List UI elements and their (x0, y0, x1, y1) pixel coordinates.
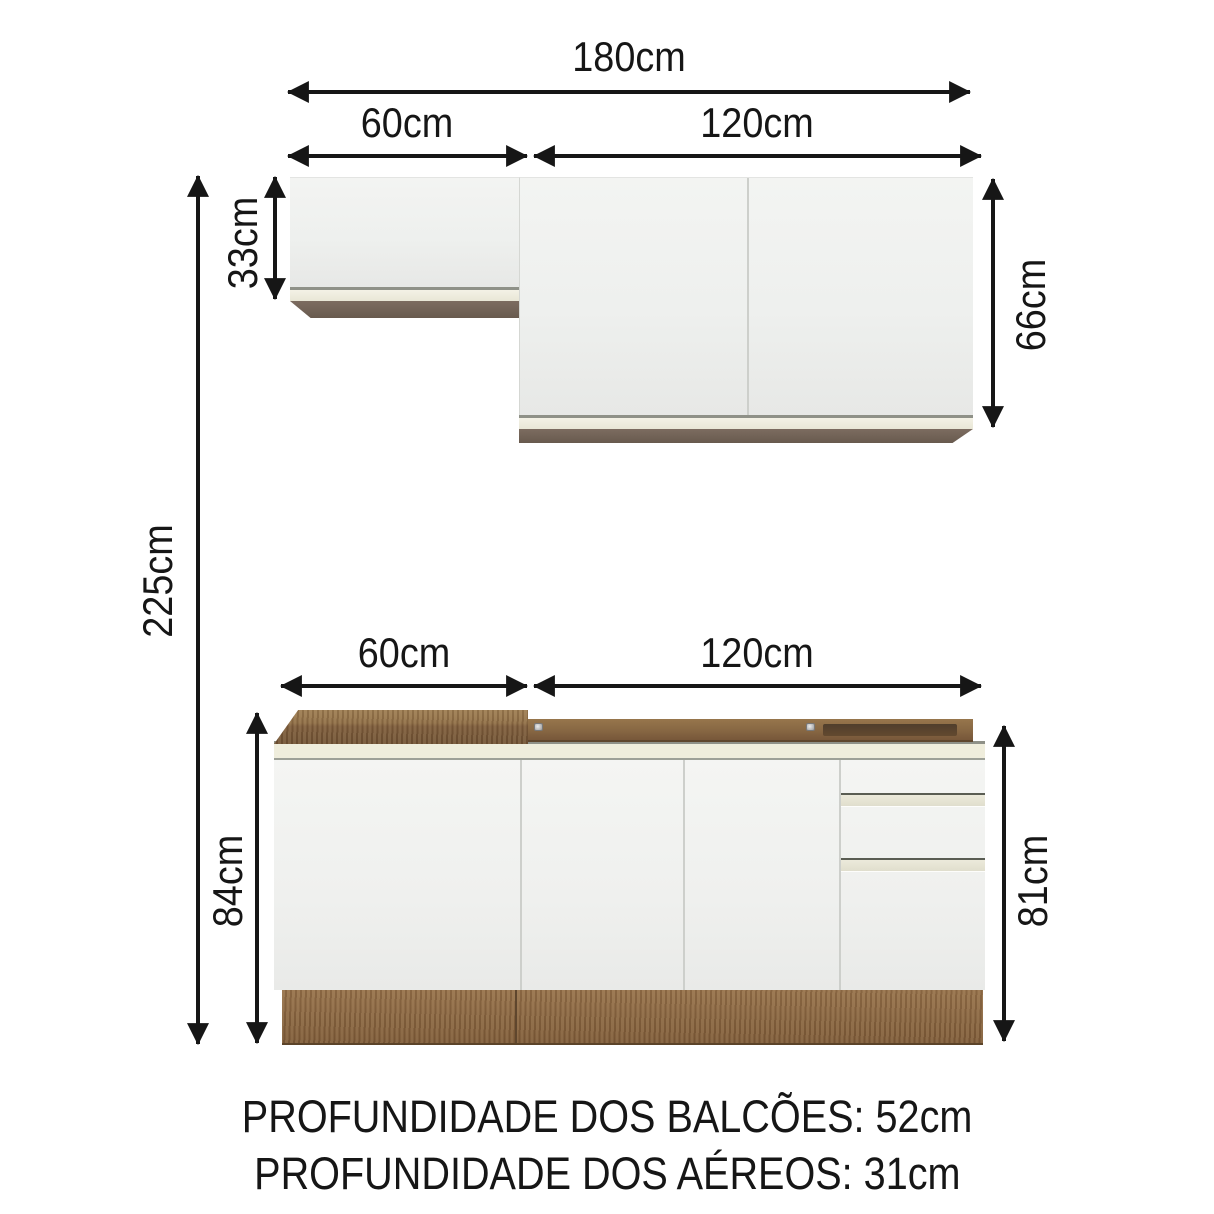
dim-label-lower-right-height: 81cm (1009, 834, 1056, 928)
dim-label-total-height: 225cm (134, 524, 181, 638)
dim-label-lower-right-width: 120cm (700, 629, 814, 676)
depth-notes (0, 1088, 1214, 1202)
dim-label-lower-left-width: 60cm (357, 629, 451, 676)
depth-note-counters (192, 1088, 1022, 1145)
depth-note-wall-cabinets (206, 1145, 1009, 1202)
dim-label-upper-right-height: 66cm (1007, 258, 1054, 352)
depth-note-wall-cabinets-text: PROFUNDIDADE DOS AÉREOS: 31cm (253, 1147, 961, 1199)
dim-label-upper-left-width: 60cm (360, 99, 454, 146)
dim-label-upper-right-width: 120cm (700, 99, 814, 146)
dim-label-lower-left-height: 84cm (204, 834, 251, 928)
dim-label-total-width: 180cm (572, 33, 686, 80)
dim-label-upper-left-height: 33cm (219, 196, 266, 290)
depth-note-counters-text: PROFUNDIDADE DOS BALCÕES: 52cm (241, 1090, 973, 1142)
